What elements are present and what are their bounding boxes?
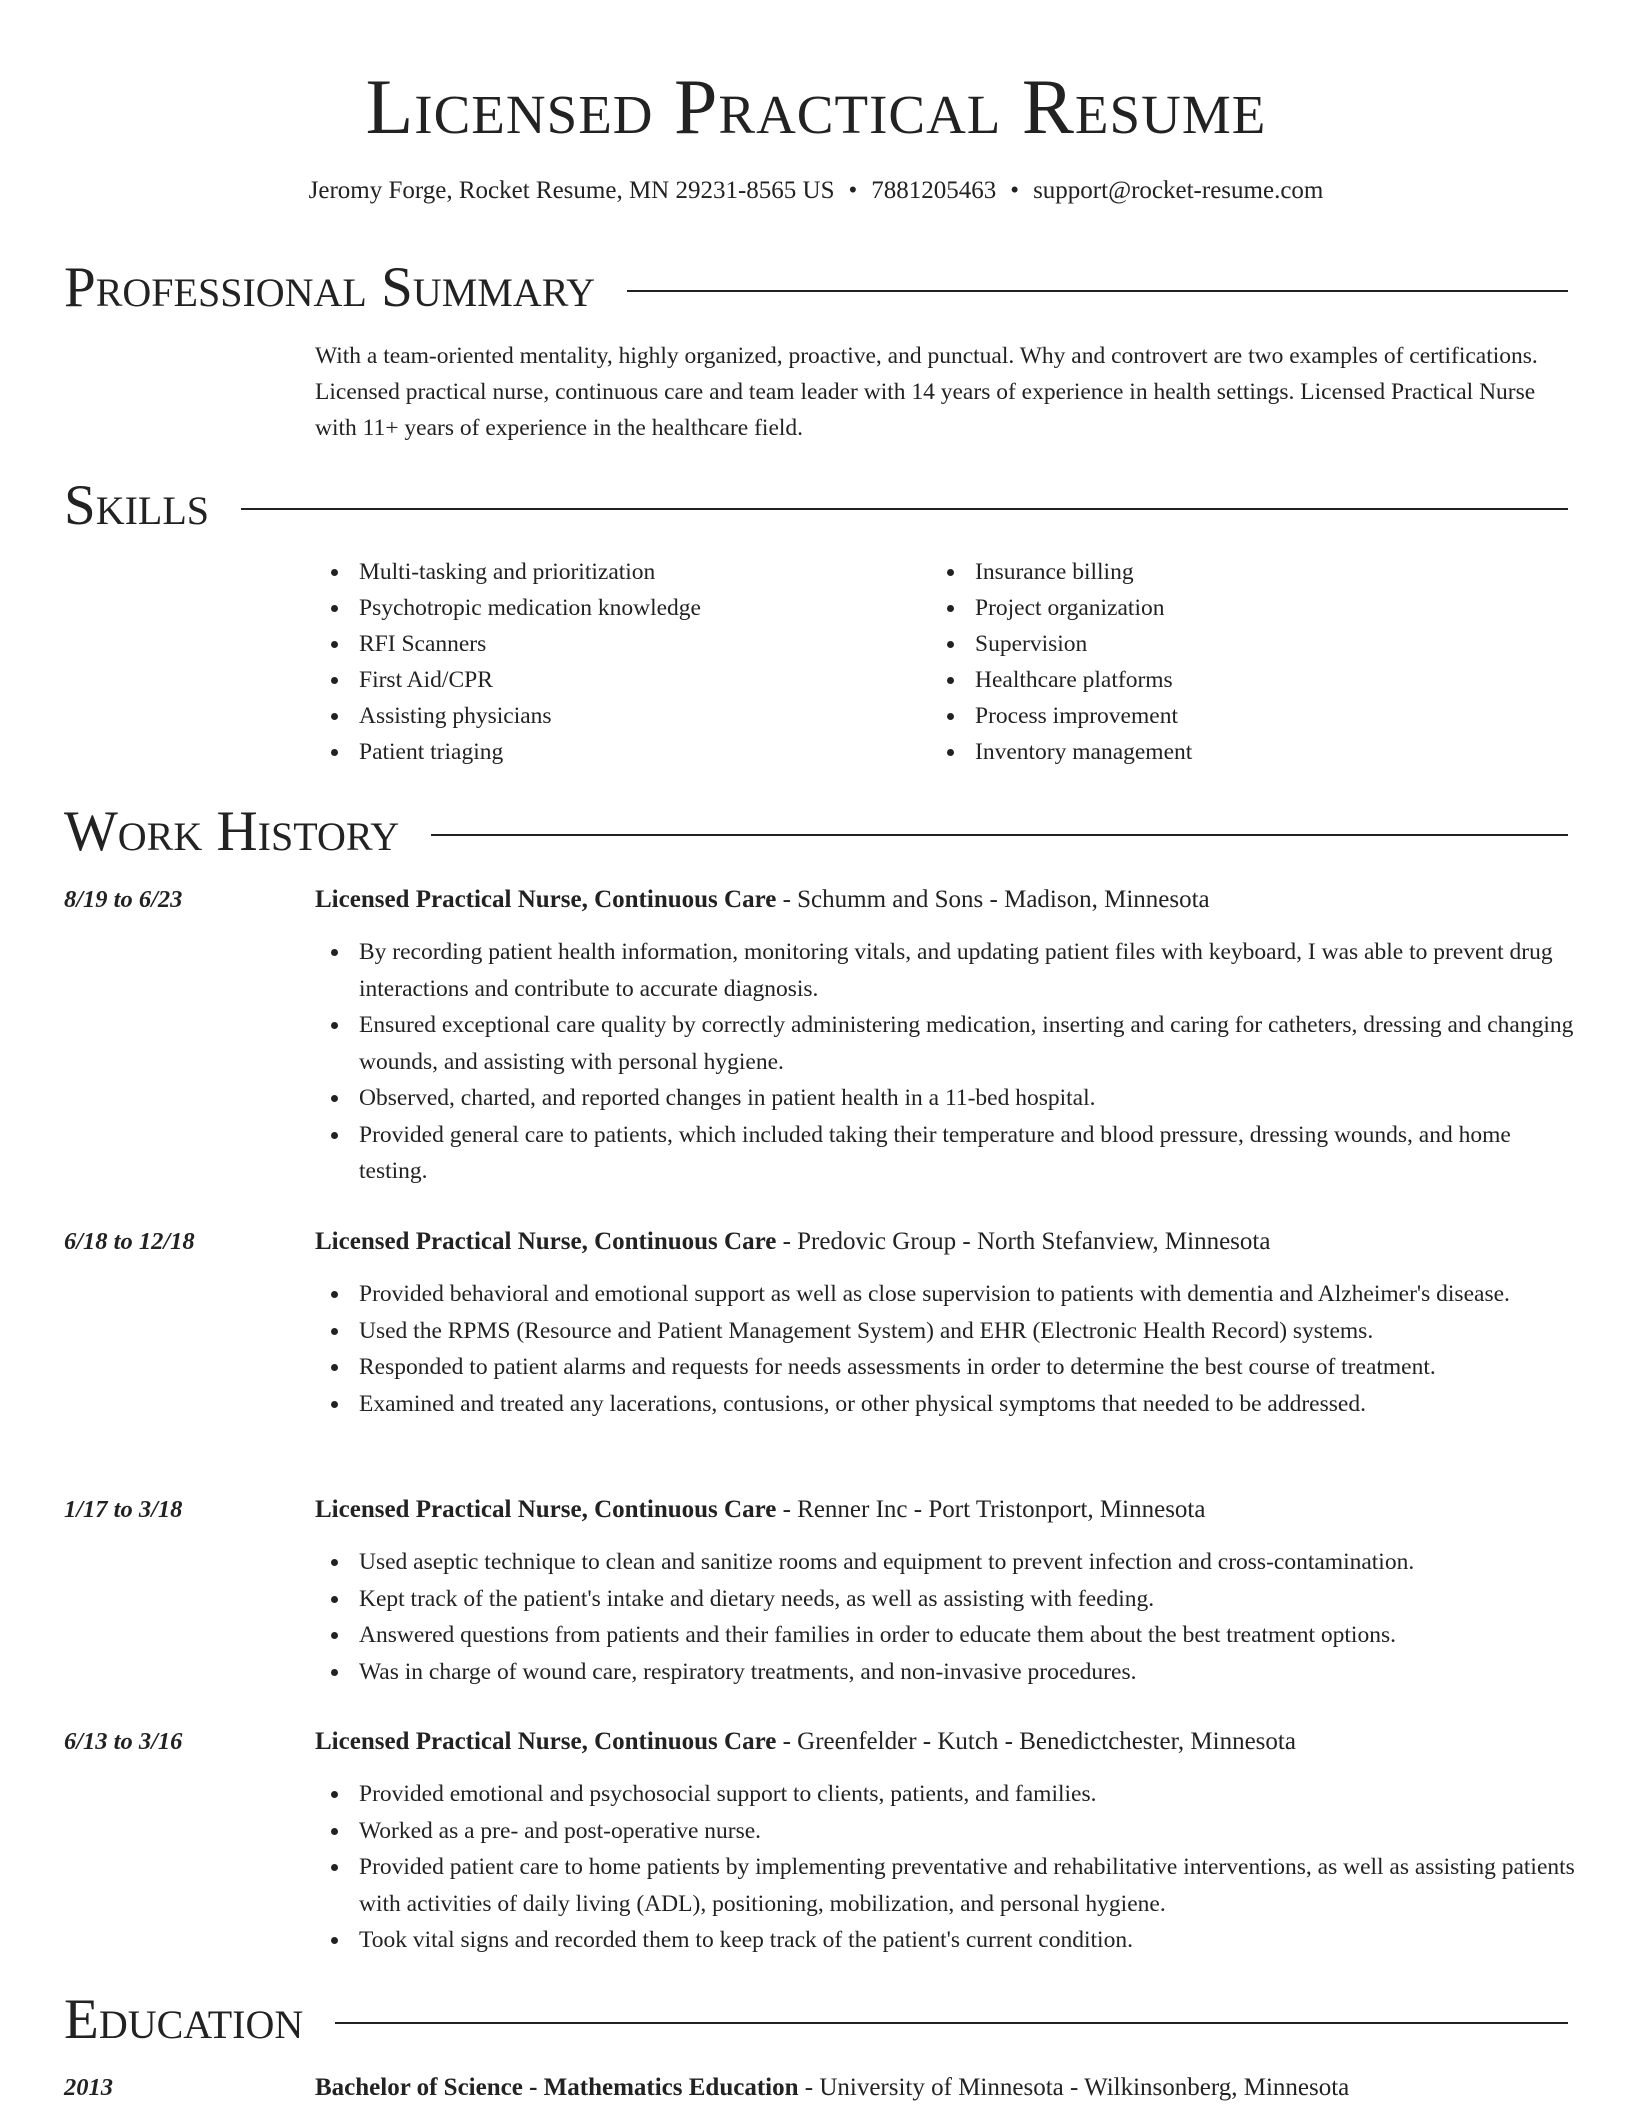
education-school: - University of Minnesota - Wilkinsonberg, Minnesota — [798, 2074, 1350, 2101]
job-bullet: Used the RPMS (Resource and Patient Management System) and EHR (Electronic Health Record) systems. — [315, 1313, 1575, 1350]
skill-item: Healthcare platforms — [931, 662, 1547, 698]
education-year: 2013 — [64, 2074, 113, 2101]
job-bullet: By recording patient health information, monitoring vitals, and updating patient files with keyboard, I was able to prevent drug interactions and contribute to accurate diagnosis. — [315, 934, 1575, 1007]
job-employer: - Renner Inc - Port Tristonport, Minnesota — [776, 1496, 1206, 1523]
job-bullet: Answered questions from patients and their families in order to educate them about the best treatment options. — [315, 1617, 1575, 1654]
skill-item: Multi-tasking and prioritization — [315, 554, 931, 590]
section-divider — [431, 834, 1568, 836]
contact-email[interactable]: support@rocket-resume.com — [1033, 177, 1324, 204]
skill-item: Process improvement — [931, 698, 1547, 734]
contact-separator: • — [848, 177, 858, 204]
section-divider — [241, 508, 1568, 510]
summary-section-header — [64, 256, 1568, 320]
job-bullet: Ensured exceptional care quality by correctly administering medication, inserting and caring for catheters, dressing and changing wounds, and assisting with personal hygiene. — [315, 1007, 1575, 1080]
skill-item: Project organization — [931, 590, 1547, 626]
skills-column-right — [931, 554, 1547, 770]
job-bullet: Kept track of the patient's intake and dietary needs, as well as assisting with feeding. — [315, 1581, 1575, 1618]
job-header — [315, 882, 1575, 918]
summary-heading: Professional Summary — [64, 256, 596, 319]
job-bullet: Provided patient care to home patients by implementing preventative and rehabilitative interventions, as well as assisting patients with activities of daily living (ADL), positioning, mobilization, and personal hygiene. — [315, 1849, 1575, 1922]
job-bullet: Provided general care to patients, which included taking their temperature and blood pressure, dressing wounds, and home testing. — [315, 1117, 1575, 1190]
resume-title: Licensed Practical Resume — [365, 63, 1267, 150]
job-entry — [64, 1224, 1575, 1422]
summary-text: With a team-oriented mentality, highly organized, proactive, and punctual. Why and controvert are two examples of certifications. Licensed practical nurse, continuous care and team leader with 14 years of experience in health settings. Licensed Practical Nurse with 11+ years of experience in the healthcare field. — [315, 343, 1538, 441]
work-heading: Work History — [64, 800, 400, 863]
skill-item: Assisting physicians — [315, 698, 931, 734]
job-dates: 6/18 to 12/18 — [64, 1228, 195, 1255]
job-bullet: Provided emotional and psychosocial support to clients, patients, and families. — [315, 1776, 1575, 1813]
skill-item: Insurance billing — [931, 554, 1547, 590]
job-employer: - Schumm and Sons - Madison, Minnesota — [776, 886, 1210, 913]
job-bullets — [315, 1276, 1575, 1422]
job-entry — [64, 1724, 1575, 1959]
skills-heading: Skills — [64, 474, 210, 537]
job-entry — [64, 1492, 1575, 1690]
job-bullet: Examined and treated any lacerations, contusions, or other physical symptoms that needed to be addressed. — [315, 1386, 1575, 1423]
job-title: Licensed Practical Nurse, Continuous Care — [315, 1228, 777, 1255]
contact-phone[interactable]: 7881205463 — [871, 177, 997, 204]
job-bullets — [315, 934, 1575, 1190]
job-header — [315, 1224, 1575, 1260]
job-header — [315, 1492, 1575, 1528]
job-bullets — [315, 1776, 1575, 1959]
job-bullet: Worked as a pre- and post-operative nurse. — [315, 1813, 1575, 1850]
section-divider — [627, 290, 1568, 292]
job-dates: 8/19 to 6/23 — [64, 886, 183, 913]
job-bullet: Took vital signs and recorded them to keep track of the patient's current condition. — [315, 1922, 1575, 1959]
skill-item: RFI Scanners — [315, 626, 931, 662]
job-bullet: Responded to patient alarms and requests for needs assessments in order to determine the best course of treatment. — [315, 1349, 1575, 1386]
skills-list — [315, 554, 1575, 770]
education-header — [315, 2070, 1575, 2106]
job-title: Licensed Practical Nurse, Continuous Care — [315, 1496, 777, 1523]
skill-item: Inventory management — [931, 734, 1547, 770]
job-title: Licensed Practical Nurse, Continuous Care — [315, 1728, 777, 1755]
job-dates: 1/17 to 3/18 — [64, 1496, 183, 1523]
job-bullet: Used aseptic technique to clean and sanitize rooms and equipment to prevent infection and cross-contamination. — [315, 1544, 1575, 1581]
job-employer: - Greenfelder - Kutch - Benedictchester, Minnesota — [776, 1728, 1296, 1755]
skill-item: Supervision — [931, 626, 1547, 662]
job-dates: 6/13 to 3/16 — [64, 1728, 183, 1755]
education-entry — [64, 2070, 1575, 2106]
work-section-header — [64, 800, 1568, 864]
skills-section-header — [64, 474, 1568, 538]
skill-item: Psychotropic medication knowledge — [315, 590, 931, 626]
skill-item: First Aid/CPR — [315, 662, 931, 698]
job-bullets — [315, 1544, 1575, 1690]
education-heading: Education — [64, 1988, 304, 2051]
job-entry — [64, 882, 1575, 1190]
job-header — [315, 1724, 1575, 1760]
contact-address: Jeromy Forge, Rocket Resume, MN 29231-8565 US — [308, 177, 835, 204]
skills-column-left — [315, 554, 931, 770]
job-bullet: Observed, charted, and reported changes in patient health in a 11-bed hospital. — [315, 1080, 1575, 1117]
job-employer: - Predovic Group - North Stefanview, Minnesota — [776, 1228, 1271, 1255]
job-title: Licensed Practical Nurse, Continuous Care — [315, 886, 777, 913]
contact-line — [0, 174, 1632, 208]
section-divider — [335, 2022, 1568, 2024]
education-degree: Bachelor of Science - Mathematics Education — [315, 2074, 799, 2101]
skill-item: Patient triaging — [315, 734, 931, 770]
job-bullet: Provided behavioral and emotional support as well as close supervision to patients with dementia and Alzheimer's disease. — [315, 1276, 1575, 1313]
job-bullet: Was in charge of wound care, respiratory treatments, and non-invasive procedures. — [315, 1654, 1575, 1691]
contact-separator: • — [1010, 177, 1020, 204]
education-section-header — [64, 1988, 1568, 2052]
